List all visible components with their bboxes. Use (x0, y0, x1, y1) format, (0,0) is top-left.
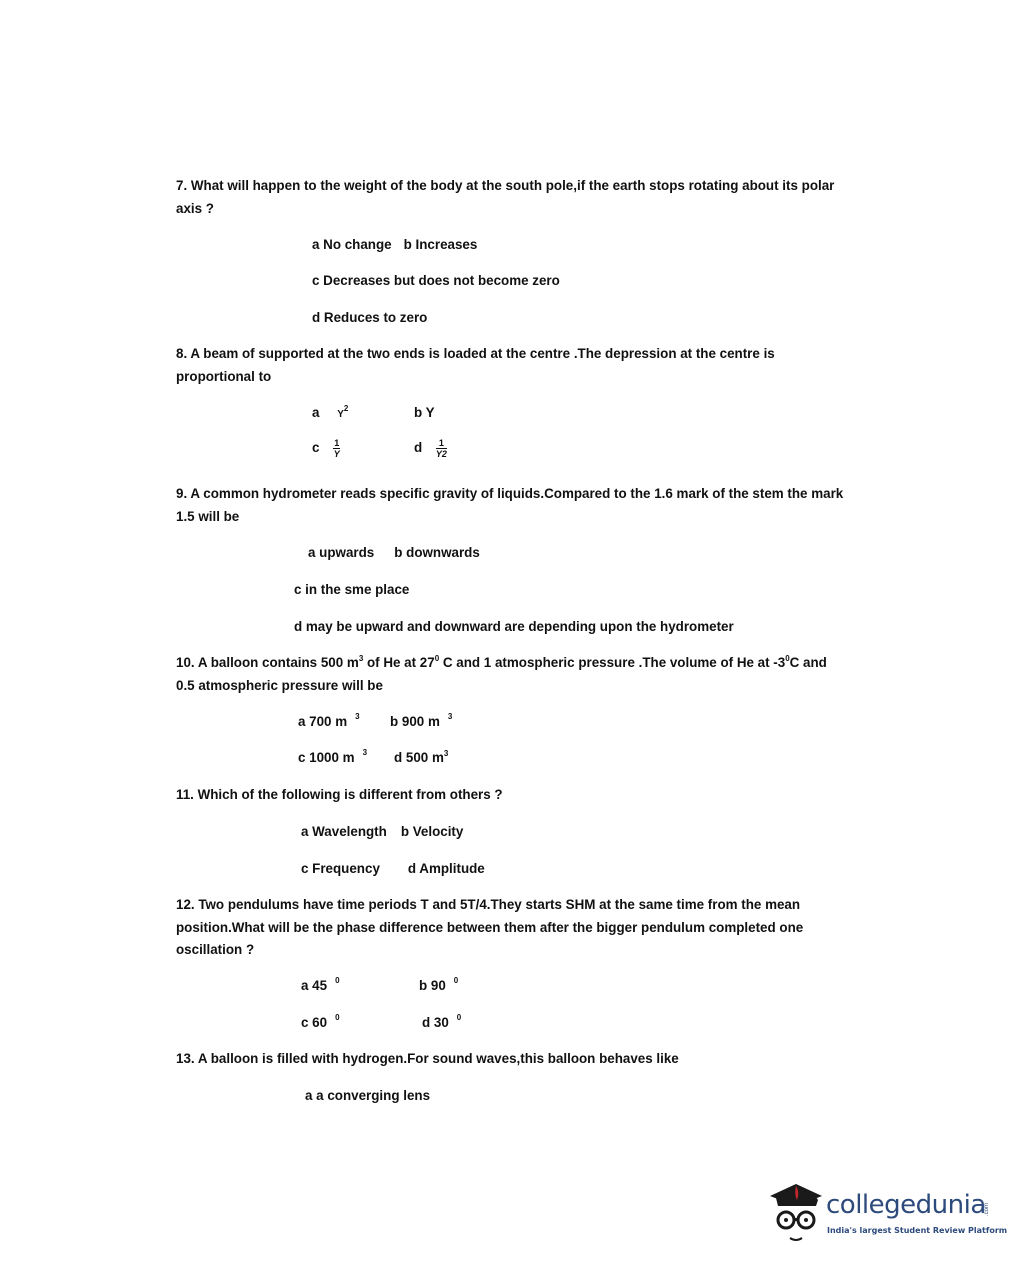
q12-option-b-text: b 90 (419, 978, 446, 993)
question-8: 8. A beam of supported at the two ends is loaded at the centre .The depression at the centre is proportional to (176, 346, 775, 384)
q8-option-b: b Y (414, 405, 435, 420)
q10-option-d (394, 750, 448, 766)
q11-option-c: c Frequency (301, 861, 380, 876)
logo-com: .com (984, 1203, 990, 1217)
q12-option-a-text: a 45 (301, 978, 328, 993)
q8-option-c-letter: c (312, 440, 320, 456)
q10-option-c-text: c 1000 m (298, 750, 355, 765)
q8-option-a-exp: 2 (343, 404, 349, 413)
q10-option-b-sup: 3 (447, 712, 453, 721)
q9-option-a: a upwards (308, 545, 375, 560)
q10-sup-2: 0 (434, 654, 440, 663)
q11-option-b: b Velocity (400, 824, 464, 839)
q7-option-d: d Reduces to zero (312, 310, 428, 325)
question-10 (176, 652, 846, 697)
q10-option-d-text: d 500 m (394, 750, 444, 765)
q8-option-c (312, 438, 340, 459)
q7-option-a: a No change (312, 237, 392, 252)
q8-option-a-var: Y (337, 409, 344, 420)
q8-option-d-numerator: 1 (436, 438, 447, 449)
q10-option-c-sup: 3 (362, 748, 368, 757)
q8-option-d (414, 438, 447, 459)
q12-option-c-degree: 0 (335, 1013, 340, 1022)
q10-option-b-text: b 900 m (390, 714, 440, 729)
q8-option-d-letter: d (414, 440, 423, 456)
q11-options-row-1 (301, 824, 463, 840)
q10-option-b (390, 714, 452, 730)
question-12: 12. Two pendulums have time periods T and 5T/4.They starts SHM at the same time from the mean position.What will be the phase difference between them after the bigger pendulum completed one oscillation ? (176, 897, 804, 957)
question-7: 7. What will happen to the weight of the body at the south pole,if the earth stops rotating about its polar axis ? (176, 178, 835, 216)
q10-option-a (298, 714, 360, 730)
q12-option-c-text: c 60 (301, 1015, 328, 1030)
logo-name: collegedunia (826, 1190, 986, 1220)
q10-text-part-2: of He at 27 (363, 655, 435, 670)
q7-options-row-1 (312, 237, 477, 253)
q12-option-a-degree: 0 (335, 976, 340, 985)
q7-option-c: c Decreases but does not become zero (312, 273, 560, 288)
q12-option-c (301, 1015, 340, 1031)
q9-option-c: c in the sme place (294, 582, 410, 597)
logo-tagline: India's largest Student Review Platform (827, 1226, 1008, 1235)
q12-option-b-degree: 0 (453, 976, 459, 985)
q11-option-a: a Wavelength (301, 824, 387, 839)
q12-option-d-degree: 0 (456, 1013, 462, 1022)
q7-option-b: b Increases (403, 237, 478, 252)
q13-option-a: a a converging lens (305, 1088, 431, 1103)
q10-text-part-4: C and 0.5 atmospheric pressure will be (176, 655, 827, 693)
q12-option-d (422, 1015, 461, 1031)
q10-text-part-1: 10. A balloon contains 500 m (176, 655, 359, 670)
question-13: 13. A balloon is filled with hydrogen.For sound waves,this balloon behaves like (176, 1051, 679, 1066)
question-9: 9. A common hydrometer reads specific gravity of liquids.Compared to the 1.6 mark of the stem the mark 1.5 will be (176, 486, 844, 524)
q8-option-a (312, 405, 348, 423)
q8-option-d-fraction (436, 438, 447, 459)
q8-option-a-letter: a (312, 405, 320, 420)
q8-option-c-numerator: 1 (334, 438, 340, 448)
q10-sup-3: 0 (785, 654, 790, 663)
q12-option-d-text: d 30 (422, 1015, 449, 1030)
q10-option-d-sup: 3 (443, 749, 449, 758)
q8-option-d-denominator: Y2 (435, 449, 447, 459)
q11-option-d: d Amplitude (407, 861, 485, 876)
q12-option-a (301, 978, 340, 994)
q10-option-a-text: a 700 m (298, 714, 348, 729)
q10-option-a-sup: 3 (355, 712, 360, 721)
q10-option-c (298, 750, 367, 766)
question-11: 11. Which of the following is different from others ? (176, 787, 503, 802)
q9-option-b: b downwards (394, 545, 480, 560)
q8-option-c-fraction (333, 438, 340, 459)
q10-sup-1: 3 (358, 654, 364, 663)
q11-options-row-2 (301, 861, 485, 877)
q12-option-b (419, 978, 458, 994)
q9-option-d: d may be upward and downward are depending upon the hydrometer (294, 619, 734, 634)
q8-option-c-denominator: Y (333, 449, 340, 459)
q9-options-row-1 (308, 545, 480, 561)
q10-text-part-3: C and 1 atmospheric pressure .The volume of He at -3 (439, 655, 786, 670)
